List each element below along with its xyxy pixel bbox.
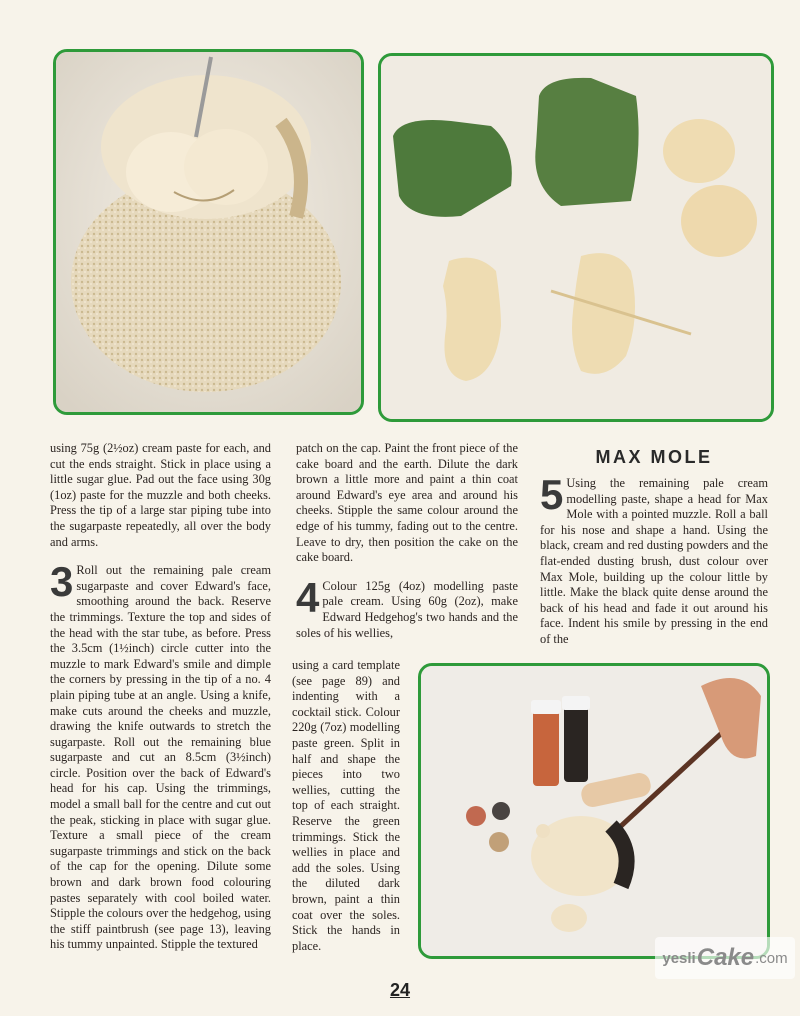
step-3-number: 3: [50, 558, 74, 606]
step-5-number: 5: [540, 471, 564, 518]
step-4-number: 4: [296, 573, 320, 621]
text-column-3: [540, 471, 768, 661]
text-column-1: [50, 441, 271, 966]
step-5-paragraph: [540, 471, 768, 648]
step-4-text: Colour 125g (4oz) modelling paste pale cream. Using 60g (2oz), make Edward Hedgehog's two hands and the soles of his wellies,: [296, 578, 518, 640]
wellies-parts-photo: [378, 53, 774, 422]
paragraph-continued: using 75g (2½oz) cream paste for each, and cut the ends straight. Stick in place using a little sugar glue. Pad out the face using 30g (1oz) paste for the muzzle and both cheeks. Press the tip of a large star piping tube into the sugarpaste repeatedly, all over the body and arms.: [50, 441, 271, 549]
watermark-logo: yesli Cake .com: [655, 937, 795, 979]
max-mole-photo: [418, 663, 770, 959]
page-number: 24: [389, 980, 411, 1000]
step-4-narrow-text: using a card template (see page 89) and indenting with a cocktail stick. Colour 220g (7oz) modelling paste green. Split in half and shape the pieces into two wellies, cutting the top of each straight. Reserve the green trimmings. Stick the wellies in place and add the soles. Using the diluted dark brown, paint a thin coat over the soles. Stick the hands in place.: [292, 658, 400, 953]
text-column-2: [296, 441, 518, 641]
step-5-text: Using the remaining pale cream modelling paste, shape a head for Max Mole with a pointed muzzle. Roll a ball for his nose and shape a hand. Using the black, cream and red dusting powders and the flat-ended dusting brush, dust colour over Max Mole, building up the colour little by little. Make the black quite dense around the back of his head and fade it out around his face. Indent his smile by pressing in the end of the: [540, 476, 768, 646]
step-4-paragraph: [296, 573, 518, 641]
section-heading: MAX MOLE: [595, 447, 713, 467]
hedgehog-cake-photo: [53, 49, 364, 415]
step-3-paragraph: [50, 558, 271, 953]
paragraph-patch: patch on the cap. Paint the front piece of the cake board and the earth. Dilute the dark brown a little more and paint a thin coat around Edward's eye area and around his cheeks. Stipple the same colour around the edge of his tummy, fading out to the centre. Leave to dry, then position the cake on the cake board.: [296, 441, 518, 565]
step-3-text: Roll out the remaining pale cream sugarpaste and cover Edward's face, smoothing around the back. Reserve the trimmings. Texture the top and sides of the head with the star tube, as before. Press the 3.5cm (1½inch) circle cutter into the muzzle to mark Edward's smile and dimple the corners by pressing in the tip of a no. 4 plain piping tube at an angle. Using a knife, make cuts around the cheeks and muzzle, drawing the knife outwards to stretch the sugarpaste. Roll out the remaining blue sugarpaste and cut an 8.5cm (3½inch) circle. Position over the back of Edward's head for his cap. Using the trimmings, model a small ball for the centre and cut out the peak, sticking in place with sugar glue. Texture a small piece of the cream sugarpaste trimmings and stick on the back of the cap for the opening. Dilute some brown and dark brown food colouring pastes separately with cool boiled water. Stipple the colours over the hedgehog, using the stiff paintbrush (see page 13), leaving his tummy unpainted. Stipple the textured: [50, 563, 271, 952]
